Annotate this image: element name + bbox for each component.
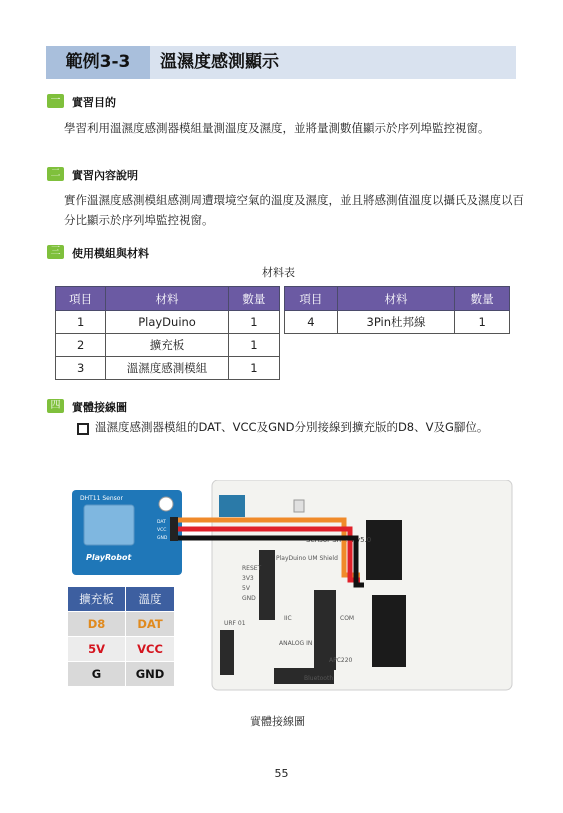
cell: 3Pin杜邦線 bbox=[337, 311, 455, 334]
sensor-grille bbox=[84, 505, 134, 545]
wiring-map-table bbox=[67, 586, 175, 687]
table-row bbox=[285, 311, 510, 334]
photo-caption: 實體接線圖 bbox=[250, 715, 305, 728]
cell: 溫濕度感測模組 bbox=[106, 357, 228, 380]
table-row bbox=[68, 612, 175, 637]
board-label: 3V3 bbox=[242, 575, 254, 582]
pin-header bbox=[220, 630, 234, 675]
materials-table-right bbox=[284, 286, 510, 334]
board-label: 5V bbox=[242, 585, 250, 592]
column-header: 數量 bbox=[455, 287, 510, 311]
column-header: 項目 bbox=[56, 287, 106, 311]
board-label: Bluetooth bbox=[304, 675, 334, 682]
materials-table-left bbox=[55, 286, 280, 380]
table-row bbox=[56, 334, 280, 357]
column-header: 材料 bbox=[106, 287, 228, 311]
checkbox-bullet-icon bbox=[77, 423, 89, 435]
cell: 1 bbox=[455, 311, 510, 334]
header-connector bbox=[366, 520, 402, 580]
cell: 5V bbox=[68, 637, 126, 662]
column-header: 材料 bbox=[337, 287, 455, 311]
table-row bbox=[56, 311, 280, 334]
section-badge: 四 bbox=[47, 399, 64, 413]
section-body: 學習利用溫濕度感測器模組量測溫度及濕度，並將量測數值顯示於序列埠監控視窗。 bbox=[64, 121, 490, 135]
cell: 4 bbox=[285, 311, 338, 334]
section-title: 實體接線圖 bbox=[72, 401, 127, 414]
example-title: 溫濕度感測顯示 bbox=[160, 52, 279, 72]
cell: PlayDuino bbox=[106, 311, 228, 334]
cell: 3 bbox=[56, 357, 106, 380]
cell: DAT bbox=[126, 612, 175, 637]
table-row bbox=[68, 662, 175, 687]
cell: 擴充板 bbox=[106, 334, 228, 357]
section-badge: 一 bbox=[47, 94, 64, 108]
section-body: 實作溫濕度感測模組感測周遭環境空氣的溫度及濕度，並且將感測值溫度以攝氏及濕度以百分比顯示於序列埠監控視窗。 bbox=[64, 193, 524, 227]
cell: 2 bbox=[56, 334, 106, 357]
table-row bbox=[56, 357, 280, 380]
page-number: 55 bbox=[274, 767, 289, 780]
pin-label: VCC bbox=[157, 528, 167, 533]
board-label: Sensor Shield v5.0 bbox=[306, 536, 372, 544]
cell: 1 bbox=[56, 311, 106, 334]
section-title: 使用模組與材料 bbox=[72, 247, 149, 260]
section-badge: 三 bbox=[47, 245, 64, 259]
pin-label: GND bbox=[157, 536, 168, 541]
table-caption: 材料表 bbox=[262, 266, 295, 279]
board-label: IIC bbox=[284, 615, 292, 622]
table-row bbox=[68, 637, 175, 662]
wiring-description: 溫濕度感測器模組的DAT、VCC及GND分別接線到擴充版的D8、V及G腳位。 bbox=[95, 420, 489, 434]
column-header: 溫度 bbox=[126, 587, 175, 612]
cell: 1 bbox=[228, 334, 279, 357]
terminal-block bbox=[219, 495, 245, 517]
board-label: GND bbox=[242, 595, 256, 602]
brand-logo: PlayRobot bbox=[86, 553, 132, 562]
board-label: APC220 bbox=[329, 657, 353, 664]
pin-header bbox=[259, 550, 275, 620]
section-title: 實習內容說明 bbox=[72, 169, 138, 182]
board-label: PlayDuino UM Shield bbox=[276, 555, 338, 562]
sensor-label: DHT11 Sensor bbox=[80, 495, 123, 502]
section-title: 實習目的 bbox=[72, 96, 116, 109]
cell: GND bbox=[126, 662, 175, 687]
header-connector bbox=[372, 595, 406, 667]
board-label: COM bbox=[340, 615, 355, 622]
board-label: RESET bbox=[242, 565, 262, 572]
section-badge: 二 bbox=[47, 167, 64, 181]
board-label: URF 01 bbox=[224, 620, 246, 627]
cell: D8 bbox=[68, 612, 126, 637]
board-label: ANALOG IN bbox=[279, 640, 313, 647]
example-number: 範例3-3 bbox=[46, 46, 150, 79]
cell: VCC bbox=[126, 637, 175, 662]
pin-label: DAT bbox=[157, 520, 166, 525]
column-header: 數量 bbox=[228, 287, 279, 311]
chapter-header bbox=[46, 46, 516, 79]
cell: 1 bbox=[228, 357, 279, 380]
cell: G bbox=[68, 662, 126, 687]
cell: 1 bbox=[228, 311, 279, 334]
column-header: 擴充板 bbox=[68, 587, 126, 612]
column-header: 項目 bbox=[285, 287, 338, 311]
